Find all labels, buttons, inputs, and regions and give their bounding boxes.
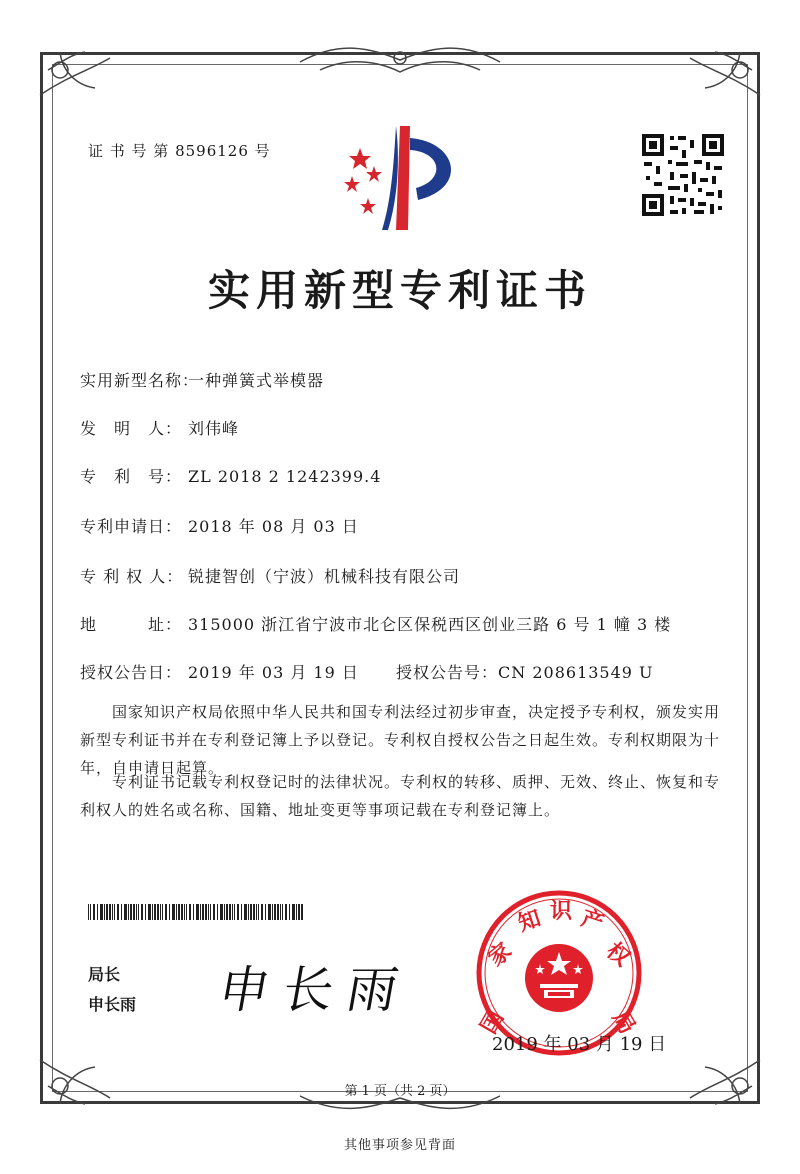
field-value: 刘伟峰 bbox=[188, 419, 240, 438]
field-label: 专利申请日： bbox=[80, 517, 183, 536]
patent-office-logo-icon bbox=[338, 118, 468, 233]
field-label: 授权公告号： bbox=[396, 663, 499, 682]
field-grant-date bbox=[80, 660, 359, 683]
seal-char: 知 bbox=[514, 905, 544, 937]
field-patent-number bbox=[80, 464, 381, 487]
field-value: 一种弹簧式举模器 bbox=[188, 371, 325, 390]
page-title: 实用新型专利证书 bbox=[207, 266, 592, 315]
field-value: 2018 年 08 月 03 日 bbox=[188, 517, 359, 536]
statement-paragraph-1: 国家知识产权局依照中华人民共和国专利法经过初步审查，决定授予专利权，颁发实用新型专利证书并在专利登记簿上予以登记。专利权自授权公告之日起生效。专利权期限为十年，自申请日起算。 bbox=[80, 703, 721, 777]
field-value: 2019 年 03 月 19 日 bbox=[188, 663, 359, 682]
seal-char: 国 bbox=[475, 1006, 510, 1039]
handwritten-signature: 申长雨 bbox=[214, 961, 417, 1019]
field-label: 授权公告日： bbox=[80, 663, 183, 682]
seal-char: 权 bbox=[601, 937, 635, 972]
field-label: 地 址： bbox=[80, 615, 183, 634]
field-address bbox=[80, 612, 671, 635]
seal-date: 2019 年 03 月 19 日 bbox=[492, 1034, 667, 1055]
statement-paragraph-2: 专利证书记载专利权登记时的法律状况。专利权的转移、质押、无效、终止、恢复和专利权人的姓名或名称、国籍、地址变更等事项记载在专利登记簿上。 bbox=[80, 773, 721, 819]
signatory-title: 局长 bbox=[88, 965, 121, 984]
field-utility-model-name bbox=[80, 368, 324, 391]
field-inventor bbox=[80, 416, 239, 439]
field-label: 专 利 号： bbox=[80, 467, 183, 486]
seal-char: 家 bbox=[483, 937, 517, 972]
seal-char: 识 bbox=[550, 898, 573, 924]
field-label: 专 利 权 人： bbox=[80, 567, 184, 586]
field-value: ZL 2018 2 1242399.4 bbox=[188, 467, 382, 486]
signatory-name: 申长雨 bbox=[88, 995, 137, 1014]
certificate-number: 证 书 号 第 8596126 号 bbox=[88, 142, 271, 160]
field-label: 发 明 人： bbox=[80, 419, 183, 438]
seal-char: 产 bbox=[578, 905, 608, 937]
field-value: 锐捷智创（宁波）机械科技有限公司 bbox=[188, 567, 461, 586]
field-patentee bbox=[80, 564, 460, 587]
page-number: 第 1 页（共 2 页） bbox=[344, 1084, 456, 1099]
field-application-date bbox=[80, 514, 359, 537]
field-label: 实用新型名称： bbox=[80, 371, 200, 390]
field-value: 315000 浙江省宁波市北仑区保税西区创业三路 6 号 1 幢 3 楼 bbox=[188, 615, 672, 634]
field-value: CN 208613549 U bbox=[498, 663, 654, 682]
qr-code-icon bbox=[640, 132, 726, 218]
field-publication-number bbox=[396, 660, 654, 683]
seal-char: 局 bbox=[606, 1006, 641, 1039]
barcode-icon bbox=[88, 904, 306, 920]
footer-note: 其他事项参见背面 bbox=[343, 1138, 456, 1153]
